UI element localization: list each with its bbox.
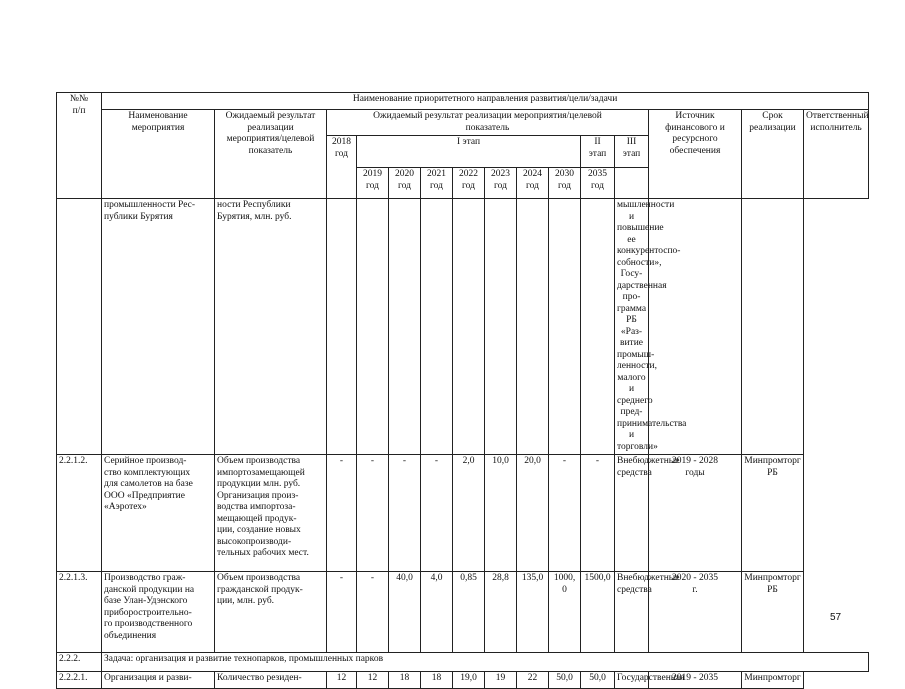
header-name: Наименование мероприятия <box>102 110 215 199</box>
row-expected: Объем производства гражданской продук- ции, млн. руб. <box>215 572 327 653</box>
row-value: 18 <box>421 672 453 689</box>
row-value <box>485 199 517 455</box>
table-row <box>57 199 869 455</box>
row-value: 1000, 0 <box>549 572 581 653</box>
task-num: 2.2.2. <box>57 653 102 672</box>
row-term: 2020 - 2035 г. <box>649 572 742 653</box>
row-value: 1500,0 <box>581 572 615 653</box>
header-expected: Ожидаемый результат реализации мероприятия/целевой показатель <box>215 110 327 199</box>
row-name: Производство граж- данской продукции на базе Улан-Удэнского приборостроительно- го производственного объединения <box>102 572 215 653</box>
header-direction: Наименование приоритетного направления развития/цели/задачи <box>102 93 869 110</box>
header-year: 2019 год <box>357 168 389 199</box>
header-stage-1: I этап <box>357 136 581 168</box>
row-responsible <box>742 199 804 455</box>
row-value: - <box>549 455 581 572</box>
task-text: Задача: организация и развитие технопарков, промышленных парков <box>102 653 869 672</box>
row-term <box>649 199 742 455</box>
row-responsible: Минпромторг <box>742 672 804 689</box>
row-value: 28,8 <box>485 572 517 653</box>
row-value: 40,0 <box>389 572 421 653</box>
table-row <box>57 455 869 572</box>
header-term: Срок реализации <box>742 110 804 199</box>
row-responsible: Минпромторг РБ <box>742 572 804 653</box>
header-stage-2: II этап <box>581 136 615 168</box>
header-year: 2021 год <box>421 168 453 199</box>
row-term: 2019 - 2028 годы <box>649 455 742 572</box>
row-value: 19,0 <box>453 672 485 689</box>
row-value: - <box>327 572 357 653</box>
table-row <box>57 572 869 653</box>
row-value: - <box>327 455 357 572</box>
row-value <box>549 199 581 455</box>
row-value <box>389 199 421 455</box>
header-year: 2035 год <box>581 168 615 199</box>
row-value: - <box>357 572 389 653</box>
row-value: 20,0 <box>517 455 549 572</box>
row-num <box>57 199 102 455</box>
row-value: - <box>581 455 615 572</box>
row-value: 4,0 <box>421 572 453 653</box>
row-expected: ности Республики Бурятия, млн. руб. <box>215 199 327 455</box>
row-num: 2.2.1.3. <box>57 572 102 653</box>
row-responsible: Минпромторг РБ <box>742 455 804 572</box>
header-expected-years: Ожидаемый результат реализации мероприятия/целевой показатель <box>327 110 649 136</box>
row-value: 50,0 <box>549 672 581 689</box>
row-value: 0,85 <box>453 572 485 653</box>
row-source: Государственная <box>615 672 649 689</box>
row-num: 2.2.2.1. <box>57 672 102 689</box>
task-row <box>57 653 869 672</box>
row-value: 2,0 <box>453 455 485 572</box>
header-year: 2022 год <box>453 168 485 199</box>
row-value <box>357 199 389 455</box>
row-term: 2019 - 2035 <box>649 672 742 689</box>
row-value <box>327 199 357 455</box>
header-year: 2023 год <box>485 168 517 199</box>
row-expected: Количество резиден- <box>215 672 327 689</box>
row-value: 12 <box>327 672 357 689</box>
row-value: - <box>421 455 453 572</box>
row-value <box>517 199 549 455</box>
row-source: мышленности и повышение ее конкурентоспо- собности», Госу- дарственная про- грамма РБ «Раз- витие промыш- ленности, малого и среднего пред- принимательства и торговли» <box>615 199 649 455</box>
row-value <box>453 199 485 455</box>
row-name: промышленности Рес- публики Бурятия <box>102 199 215 455</box>
row-value: - <box>389 455 421 572</box>
row-value: 22 <box>517 672 549 689</box>
row-name: Серийное производ- ство комплектующих для самолетов на базе ООО «Предприятие «Аэротех» <box>102 455 215 572</box>
header-year: 2030 год <box>549 168 581 199</box>
row-num: 2.2.1.2. <box>57 455 102 572</box>
header-responsible: Ответственный исполнитель <box>804 110 869 199</box>
header-year: 2024 год <box>517 168 549 199</box>
row-value: 12 <box>357 672 389 689</box>
row-name: Организация и разви- <box>102 672 215 689</box>
row-value: 10,0 <box>485 455 517 572</box>
row-value: 19 <box>485 672 517 689</box>
row-source: Внебюджетные средства <box>615 455 649 572</box>
row-value <box>421 199 453 455</box>
row-value: 18 <box>389 672 421 689</box>
row-source: Внебюджетные средства <box>615 572 649 653</box>
row-value <box>581 199 615 455</box>
row-value: - <box>357 455 389 572</box>
header-stage-3: III этап <box>615 136 649 168</box>
table-row <box>57 672 869 689</box>
header-year-2018: 2018 год <box>327 136 357 199</box>
header-source: Источник финансового и ресурсного обеспечения <box>649 110 742 199</box>
row-value: 135,0 <box>517 572 549 653</box>
header-num: №№ п/п <box>57 93 102 199</box>
row-expected: Объем производства импортозамещающей продукции млн. руб. Организация произ- водства импортоза- мещающей продук- ции, создание новых высокопроизводи- тельных рабочих мест. <box>215 455 327 572</box>
document-table <box>56 92 869 689</box>
row-value: 50,0 <box>581 672 615 689</box>
header-year: 2020 год <box>389 168 421 199</box>
page-number: 57 <box>830 612 842 623</box>
